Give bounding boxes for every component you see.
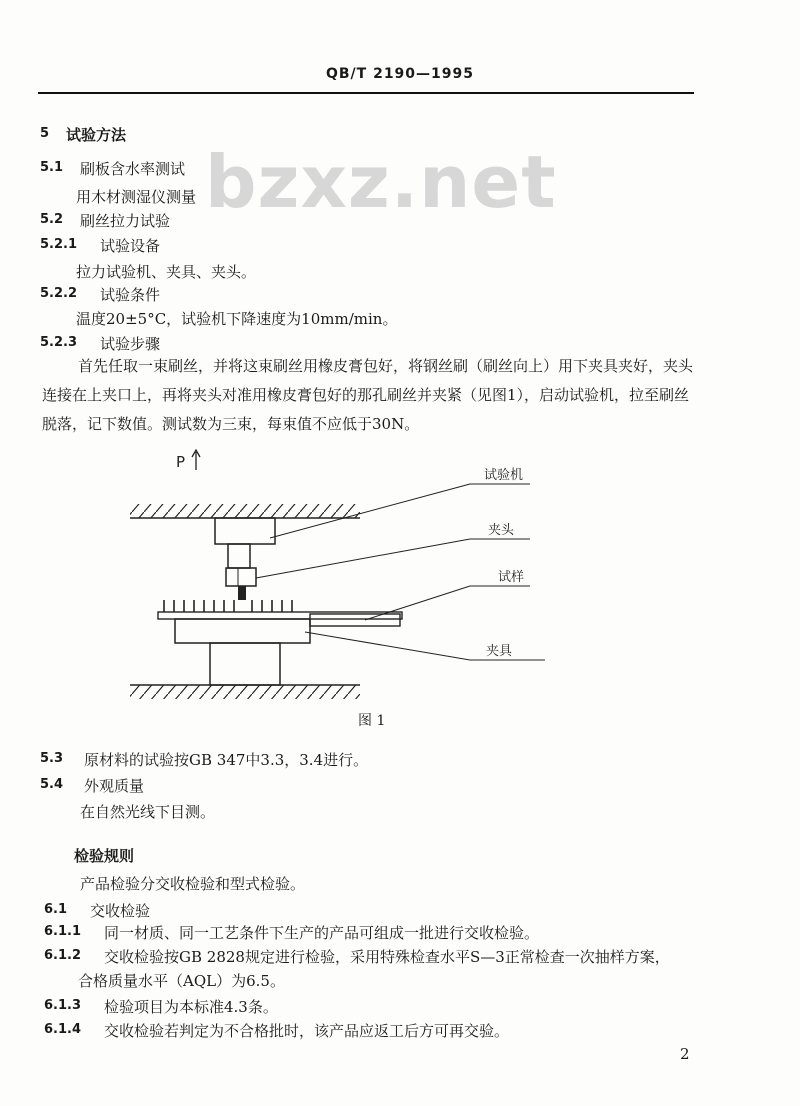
- clause-number: 6.1: [44, 902, 68, 917]
- lower-fixture: [175, 619, 310, 643]
- section-title: 检验规则: [74, 847, 135, 865]
- force-label: P: [176, 453, 186, 471]
- clause-text: 交收检验按GB 2828规定进行检验，采用特殊检查水平S—3正常检查一次抽样方案，: [104, 948, 670, 966]
- clause-title: 外观质量: [84, 777, 145, 795]
- section-number: 5: [40, 126, 50, 141]
- clause-text: 交收检验若判定为不合格批时，该产品应返工后方可再交验。: [104, 1022, 510, 1040]
- clause-number: 5.2: [40, 212, 64, 227]
- clause-title: 刷丝拉力试验: [80, 212, 171, 230]
- label-sample: 试样: [498, 570, 525, 585]
- figure-caption: 图 1: [358, 713, 386, 729]
- clause-body: 温度20±5°C，试验机下降速度为10mm/min。: [76, 310, 398, 328]
- clause-text: 原材料的试验按GB 347中3.3，3.4进行。: [84, 751, 369, 769]
- clause-body: 拉力试验机、夹具、夹头。: [76, 263, 257, 281]
- clause-title: 刷板含水率测试: [80, 160, 186, 178]
- watermark: bzxz.net: [205, 140, 557, 224]
- page-number: 2: [680, 1045, 690, 1063]
- clause-number: 5.2.1: [40, 237, 78, 252]
- clause-number: 6.1.4: [44, 1022, 82, 1037]
- machine-base-hatch: [130, 685, 360, 699]
- clause-text: 同一材质、同一工艺条件下生产的产品可组成一批进行交收检验。: [104, 924, 540, 942]
- clause-text: 检验项目为本标准4.3条。: [104, 998, 278, 1016]
- label-test-machine: 试验机: [484, 468, 524, 483]
- label-clamp-head: 夹头: [488, 523, 515, 538]
- upper-clamp: [215, 518, 275, 544]
- clause-number: 5.1: [40, 160, 64, 175]
- clause-number: 5.3: [40, 751, 64, 766]
- clause-title: 交收检验: [90, 902, 151, 920]
- clause-number: 5.2.2: [40, 286, 78, 301]
- clamp-head: [226, 568, 256, 586]
- bristles: [164, 600, 292, 612]
- clause-text-continued: 合格质量水平（AQL）为6.5。: [78, 972, 285, 990]
- label-fixture: 夹具: [486, 644, 513, 659]
- brush-board: [158, 612, 402, 619]
- figure-1-diagram: [120, 442, 560, 742]
- clause-number: 5.2.3: [40, 335, 78, 350]
- clause-number: 6.1.1: [44, 924, 82, 939]
- clause-title: 试验设备: [100, 237, 161, 255]
- section-body: 产品检验分交收检验和型式检验。: [80, 875, 306, 893]
- clause-title: 试验条件: [100, 286, 161, 304]
- clause-number: 6.1.3: [44, 998, 82, 1013]
- clause-body: 在自然光线下目测。: [80, 803, 216, 821]
- base-pedestal: [210, 643, 280, 685]
- clause-title: 试验步骤: [100, 335, 161, 353]
- machine-crosshead-hatch: [130, 504, 360, 518]
- page-header: QB/T 2190—1995: [325, 66, 475, 82]
- section-title: 试验方法: [66, 126, 127, 144]
- clause-paragraph: 首先任取一束刷丝，并将这束刷丝用橡皮膏包好，将钢丝刷（刷丝向上）用下夹具夹好，夹头连接在上夹口上，再将夹头对准用橡皮膏包好的那孔刷丝并夹紧（见图1），启动试验机，拉至刷丝脱落，记下数值。测试数为三束，每束值不应低于30N。: [42, 357, 694, 433]
- clause-number: 6.1.2: [44, 948, 82, 963]
- clause-number: 5.4: [40, 777, 64, 792]
- header-rule: [38, 92, 694, 94]
- clause-body: 用木材测湿仪测量: [76, 188, 197, 206]
